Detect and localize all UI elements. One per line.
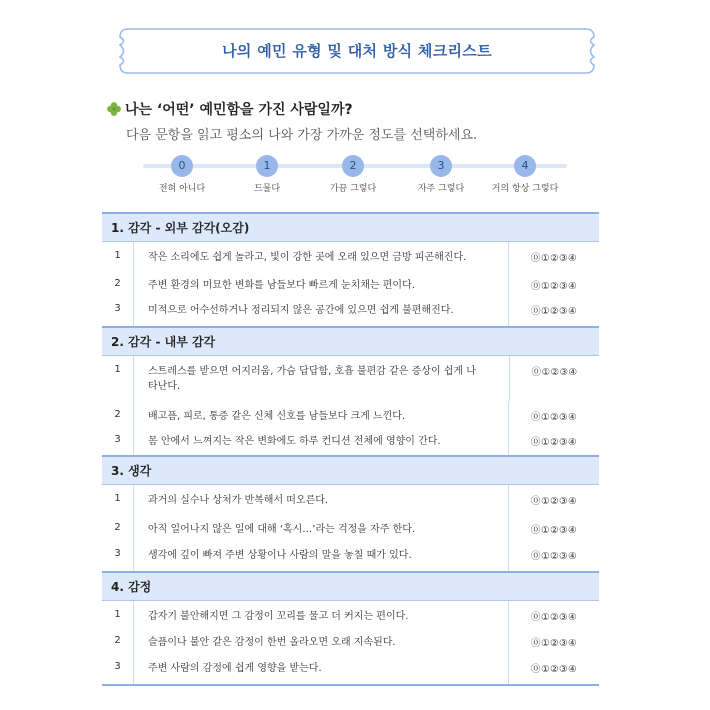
- scale-point-0: 0: [171, 155, 193, 177]
- section-header: 2. 감각 - 내부 감각: [102, 326, 599, 356]
- scale-label-1: 드물다: [253, 184, 281, 194]
- checklist-row: [102, 514, 599, 540]
- scale-point-2: 2: [342, 155, 364, 177]
- clover-icon: [106, 101, 122, 117]
- checklist-row: [102, 242, 599, 270]
- scale-label-2: 가끔 그렇다: [329, 184, 377, 194]
- answer-options[interactable]: ⓪①②③④: [530, 551, 578, 562]
- scale-label-0: 전혀 아니다: [158, 184, 206, 194]
- row-text: 슬픔이나 불안 같은 감정이 한번 올라오면 오래 지속된다.: [134, 627, 509, 653]
- row-number: 3: [102, 540, 134, 571]
- checklist-row: [102, 627, 599, 653]
- row-text: 아직 일어나지 않은 일에 대해 ‘혹시…’라는 걱정을 자주 한다.: [134, 514, 509, 540]
- answer-options[interactable]: ⓪①②③④: [530, 612, 578, 623]
- row-number: 3: [102, 295, 134, 326]
- title-banner: [118, 27, 596, 75]
- scale-point-1: 1: [256, 155, 278, 177]
- row-text: 몸 안에서 느껴지는 작은 변화에도 하루 컨디션 전체에 영향이 간다.: [134, 426, 509, 455]
- row-number: 1: [102, 601, 134, 627]
- row-number: 2: [102, 270, 134, 295]
- answer-options[interactable]: ⓪①②③④: [530, 638, 578, 649]
- answer-options[interactable]: ⓪①②③④: [509, 356, 599, 401]
- row-text: 과거의 실수나 상처가 반복해서 떠오른다.: [134, 485, 509, 514]
- checklist-row: [102, 356, 599, 401]
- checklist-row: [102, 401, 599, 426]
- answer-options[interactable]: ⓪①②③④: [530, 253, 578, 264]
- checklist-table: [102, 212, 599, 686]
- page-title: 나의 예민 유형 및 대처 방식 체크리스트: [222, 42, 492, 60]
- answer-options[interactable]: ⓪①②③④: [530, 664, 578, 675]
- section-header: 4. 감정: [102, 571, 599, 601]
- row-number: 3: [102, 653, 134, 684]
- row-number: 1: [102, 242, 134, 270]
- row-text: 작은 소리에도 쉽게 놀라고, 빛이 강한 곳에 오래 있으면 금방 피곤해진다.: [134, 242, 509, 270]
- scale-point-4: 4: [514, 155, 536, 177]
- checklist-row: [102, 426, 599, 455]
- row-text: 주변 사람의 감정에 쉽게 영향을 받는다.: [134, 653, 509, 684]
- question-heading: [106, 98, 353, 120]
- row-text: 생각에 깊이 빠져 주변 상황이나 사람의 말을 놓칠 때가 있다.: [134, 540, 509, 571]
- checklist-row: [102, 601, 599, 627]
- section-header: 3. 생각: [102, 455, 599, 485]
- section-header: 1. 감각 - 외부 감각(오감): [102, 212, 599, 242]
- scale-label-3: 자주 그렇다: [417, 184, 465, 194]
- row-number: 3: [102, 426, 134, 455]
- checklist-row: [102, 295, 599, 326]
- row-text: 배고픔, 피로, 통증 같은 신체 신호를 남들보다 크게 느낀다.: [134, 401, 509, 426]
- row-number: 1: [102, 485, 134, 514]
- checklist-row: [102, 653, 599, 684]
- answer-options[interactable]: ⓪①②③④: [530, 306, 578, 317]
- answer-options[interactable]: ⓪①②③④: [530, 437, 578, 448]
- row-number: 2: [102, 401, 134, 426]
- answer-options[interactable]: ⓪①②③④: [530, 496, 578, 507]
- scale-point-3: 3: [430, 155, 452, 177]
- scale-label-4: 거의 항상 그렇다: [491, 184, 559, 194]
- checklist-row: [102, 540, 599, 571]
- answer-options[interactable]: ⓪①②③④: [530, 412, 578, 423]
- checklist-row: [102, 270, 599, 295]
- row-text: 주변 환경의 미묘한 변화를 남들보다 빠르게 눈치채는 편이다.: [134, 270, 509, 295]
- row-text: 스트레스를 받으면 어지러움, 가슴 답답함, 호흡 불편감 같은 증상이 쉽게 나타난다.: [148, 366, 476, 392]
- answer-options[interactable]: ⓪①②③④: [530, 525, 578, 536]
- question-text: 나는 ‘어떤’ 예민함을 가진 사람일까?: [125, 102, 353, 118]
- row-text: 미적으로 어수선하거나 정리되지 않은 공간에 있으면 쉽게 불편해진다.: [134, 295, 509, 326]
- row-number: 1: [102, 356, 134, 401]
- answer-options[interactable]: ⓪①②③④: [530, 281, 578, 292]
- checklist-row: [102, 485, 599, 514]
- row-number: 2: [102, 514, 134, 540]
- row-text: 갑자기 불안해지면 그 감정이 꼬리를 물고 더 커지는 편이다.: [134, 601, 509, 627]
- instruction-text: 다음 문항을 읽고 평소의 나와 가장 가까운 정도를 선택하세요.: [126, 128, 478, 143]
- row-number: 2: [102, 627, 134, 653]
